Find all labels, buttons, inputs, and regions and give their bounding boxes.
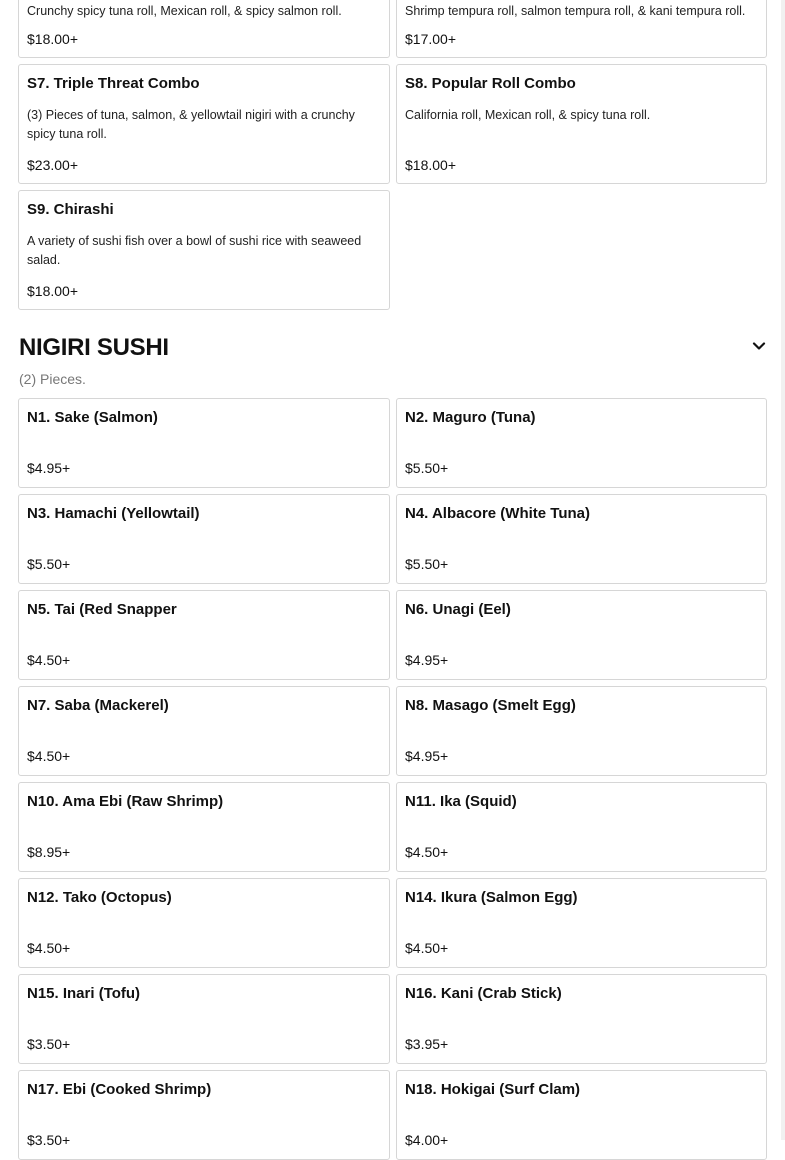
menu-item-card[interactable] — [396, 974, 767, 1064]
menu-item-price: $23.00+ — [27, 157, 78, 173]
menu-item-title: S9. Chirashi — [27, 201, 114, 218]
menu-item-card[interactable] — [396, 64, 767, 184]
menu-item-card[interactable] — [18, 1070, 390, 1160]
menu-item-price: $17.00+ — [405, 31, 456, 47]
menu-item-card[interactable] — [396, 878, 767, 968]
menu-item-card[interactable] — [18, 782, 390, 872]
section-title: NIGIRI SUSHI — [19, 334, 169, 361]
menu-item-price: $18.00+ — [27, 283, 78, 299]
menu-item-price: $18.00+ — [27, 31, 78, 47]
menu-item-card[interactable] — [18, 494, 390, 584]
menu-item-title: N10. Ama Ebi (Raw Shrimp) — [27, 793, 224, 810]
menu-item-title: N8. Masago (Smelt Egg) — [405, 697, 576, 714]
menu-item-title: N1. Sake (Salmon) — [27, 409, 158, 426]
menu-item-price: $4.95+ — [27, 460, 71, 476]
menu-item-title: N3. Hamachi (Yellowtail) — [27, 505, 200, 522]
menu-item-card[interactable] — [396, 0, 767, 58]
menu-item-price: $3.50+ — [27, 1036, 71, 1052]
menu-item-card[interactable] — [396, 590, 767, 680]
menu-item-card[interactable] — [396, 782, 767, 872]
menu-item-card[interactable] — [18, 398, 390, 488]
menu-item-description: (3) Pieces of tuna, salmon, & yellowtail nigiri with a crunchy spicy tuna roll. — [27, 108, 355, 141]
nigiri-grid — [18, 398, 767, 1160]
menu-item-card[interactable] — [396, 686, 767, 776]
menu-item-title: N15. Inari (Tofu) — [27, 985, 141, 1002]
combo-section — [18, 0, 767, 310]
menu-item-card[interactable] — [18, 686, 390, 776]
menu-item-price: $4.95+ — [405, 652, 449, 668]
menu-item-title: N4. Albacore (White Tuna) — [405, 505, 591, 522]
menu-item-price: $5.50+ — [27, 556, 71, 572]
menu-item-price: $4.00+ — [405, 1132, 449, 1148]
menu-item-title: N17. Ebi (Cooked Shrimp) — [27, 1081, 212, 1098]
menu-item-title: N16. Kani (Crab Stick) — [405, 985, 562, 1002]
menu-item-card[interactable] — [18, 590, 390, 680]
menu-item-price: $3.50+ — [27, 1132, 71, 1148]
menu-item-title: N5. Tai (Red Snapper — [27, 601, 177, 618]
menu-item-title: N2. Maguro (Tuna) — [405, 409, 536, 426]
menu-item-title: N12. Tako (Octopus) — [27, 889, 172, 906]
menu-item-price: $4.50+ — [405, 940, 449, 956]
menu-item-title: N11. Ika (Squid) — [405, 793, 517, 810]
menu-item-card[interactable] — [18, 0, 390, 58]
menu-item-price: $4.50+ — [27, 748, 71, 764]
menu-item-card[interactable] — [396, 494, 767, 584]
menu-item-title: N18. Hokigai (Surf Clam) — [405, 1081, 581, 1098]
menu-item-card[interactable] — [396, 1070, 767, 1160]
menu-item-description: A variety of sushi fish over a bowl of sushi rice with seaweed salad. — [27, 234, 362, 267]
menu-item-price: $4.50+ — [405, 844, 449, 860]
menu-item-price: $5.50+ — [405, 556, 449, 572]
menu-item-price: $4.95+ — [405, 748, 449, 764]
combo-grid — [18, 0, 767, 310]
menu-item-price: $18.00+ — [405, 157, 456, 173]
menu-item-card[interactable] — [18, 190, 390, 310]
menu-item-description: California roll, Mexican roll, & spicy tuna roll. — [405, 108, 651, 122]
menu-item-price: $4.50+ — [27, 652, 71, 668]
chevron-down-icon[interactable] — [751, 338, 767, 354]
menu-item-price: $3.95+ — [405, 1036, 449, 1052]
menu-item-title: N7. Saba (Mackerel) — [27, 697, 169, 714]
menu-item-description: Crunchy spicy tuna roll, Mexican roll, & spicy salmon roll. — [27, 4, 342, 18]
menu-item-card[interactable] — [18, 64, 390, 184]
menu-item-title: S7. Triple Threat Combo — [27, 75, 200, 92]
nigiri-section — [18, 398, 767, 1160]
menu-item-card[interactable] — [18, 878, 390, 968]
menu-item-card[interactable] — [18, 974, 390, 1064]
menu-item-title: N6. Unagi (Eel) — [405, 601, 511, 618]
menu-item-description: Shrimp tempura roll, salmon tempura roll, & kani tempura roll. — [405, 4, 746, 18]
menu-item-price: $4.50+ — [27, 940, 71, 956]
menu-item-price: $5.50+ — [405, 460, 449, 476]
menu-item-price: $8.95+ — [27, 844, 71, 860]
menu-item-title: N14. Ikura (Salmon Egg) — [405, 889, 578, 906]
menu-item-card[interactable] — [396, 398, 767, 488]
scrollbar[interactable] — [781, 0, 785, 1140]
nigiri-section-header[interactable] — [19, 332, 769, 364]
section-subtitle: (2) Pieces. — [19, 371, 86, 387]
menu-item-title: S8. Popular Roll Combo — [405, 75, 576, 92]
